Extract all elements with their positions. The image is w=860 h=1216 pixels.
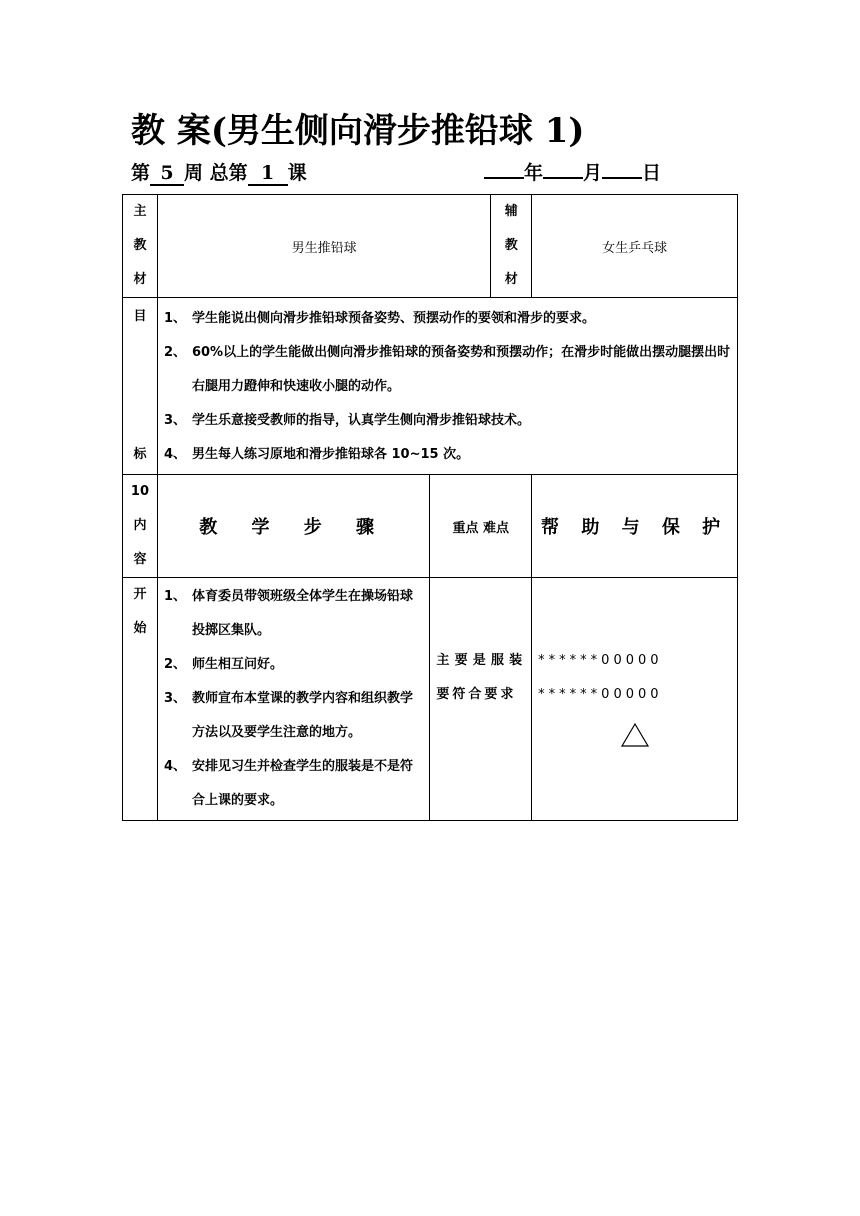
objectives-label: 目 标: [123, 298, 158, 475]
steps-header: 教 学 步 骤: [157, 475, 429, 578]
month-label: 月: [583, 162, 603, 184]
objective-item: 4、 男生每人练习原地和滑步推铅球各 10~15 次。: [163, 447, 470, 462]
formation-row: ******00000: [538, 687, 663, 702]
lesson-number: 1: [248, 162, 288, 186]
start-help: [532, 578, 738, 821]
step-item: 1、 体育委员带领班级全体学生在操场铅球投掷区集队。: [163, 589, 413, 638]
aux-material-value: 女生乒乓球: [532, 195, 738, 298]
start-focus: 主要是服装要符合要求: [430, 578, 532, 821]
lesson-plan-table: [122, 194, 738, 821]
step-item: 3、 教师宣布本堂课的教学内容和组织教学方法以及要学生注意的地方。: [163, 691, 413, 740]
year-label: 年: [524, 162, 544, 184]
month-blank: [543, 177, 583, 179]
lesson-suffix: 课: [287, 162, 307, 184]
day-blank: [602, 177, 642, 179]
week-line: [131, 158, 307, 186]
week-suffix: 周 总第: [184, 162, 248, 184]
materials-row: [123, 195, 738, 298]
step-item: 2、 师生相互问好。: [163, 657, 283, 672]
day-label: 日: [642, 162, 662, 184]
objective-item: 2、 60%以上的学生能做出侧向滑步推铅球的预备姿势和预摆动作；在滑步时能做出摆动腿摆出时右腿用力蹬伸和快速收小腿的动作。: [163, 345, 731, 394]
start-steps-list: [157, 578, 429, 821]
main-material-value: 男生推铅球: [157, 195, 490, 298]
focus-header: 重点 难点: [430, 475, 532, 578]
objective-item: 1、 学生能说出侧向滑步推铅球预备姿势、预摆动作的要领和滑步的要求。: [163, 311, 595, 326]
help-header: 帮 助 与 保 护: [532, 475, 738, 578]
week-prefix: 第: [131, 162, 151, 184]
start-section-row: [123, 578, 738, 821]
formation-row: ******00000: [538, 653, 663, 668]
objective-item: 3、 学生乐意接受教师的指导，认真学生侧向滑步推铅球技术。: [163, 413, 530, 428]
content-header-row: [123, 475, 738, 578]
week-number: 5: [150, 162, 184, 186]
triangle-icon: [620, 722, 650, 748]
aux-material-label: 辅 教 材: [491, 195, 532, 298]
main-material-label: 主 教 材: [123, 195, 158, 298]
content-label: 10 内 容: [123, 475, 158, 578]
page-title: 教 案(男生侧向滑步推铅球 1): [131, 111, 585, 151]
step-item: 4、 安排见习生并检查学生的服装是不是符合上课的要求。: [163, 759, 413, 808]
start-label: 开 始: [123, 578, 158, 821]
year-blank: [484, 177, 524, 179]
date-line: [484, 158, 661, 185]
objectives-row: [123, 298, 738, 475]
objectives-list: [157, 298, 737, 475]
